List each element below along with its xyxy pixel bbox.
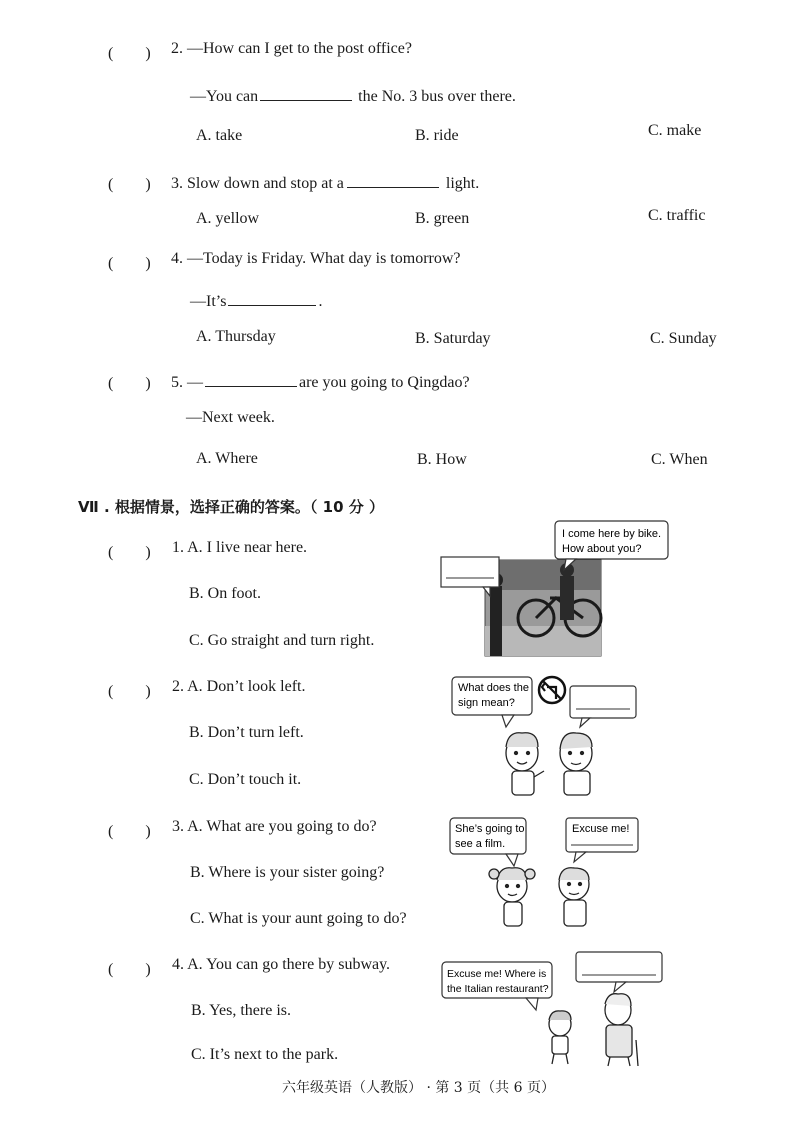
boy-figure bbox=[559, 868, 589, 926]
boy-figure bbox=[549, 1011, 571, 1064]
question-line2-q5: —Next week. bbox=[186, 409, 275, 426]
answer-paren-s7-q4[interactable]: ( ) bbox=[108, 961, 151, 978]
boy-figure bbox=[560, 733, 592, 795]
bubble-text-line2: sign mean? bbox=[458, 697, 515, 709]
option-c: C. traffic bbox=[648, 207, 706, 224]
no-left-turn-sign-icon bbox=[539, 677, 565, 703]
option-c: C. When bbox=[651, 451, 708, 468]
sister-film-illustration bbox=[446, 814, 646, 932]
option-b: B. Don’t turn left. bbox=[189, 724, 304, 741]
option-a: A. Thursday bbox=[196, 328, 276, 345]
page-footer: 六年级英语（人教版） · 第 3 页（共 6 页） bbox=[282, 1080, 555, 1096]
question-stem-q5: 5. — are you going to Qingdao? bbox=[171, 370, 470, 392]
option-a: 2. A. Don’t look left. bbox=[172, 678, 306, 695]
bubble-text-line1: What does the bbox=[458, 682, 529, 694]
option-c: C. Sunday bbox=[650, 330, 717, 347]
option-c: C. Don’t touch it. bbox=[189, 771, 302, 788]
option-b: B. ride bbox=[415, 127, 459, 144]
section-heading-vii: Ⅶ . 根据情景，选择正确的答案。（ 10 分 ） bbox=[78, 498, 384, 516]
answer-paren-s7-q1[interactable]: ( ) bbox=[108, 544, 151, 561]
question-stem-q2: 2. —How can I get to the post office? bbox=[171, 40, 412, 57]
option-b: B. Where is your sister going? bbox=[190, 864, 385, 881]
answer-blank[interactable] bbox=[347, 171, 439, 188]
answer-blank[interactable] bbox=[228, 289, 316, 306]
option-a: A. yellow bbox=[196, 210, 260, 227]
answer-paren-s7-q2[interactable]: ( ) bbox=[108, 683, 151, 700]
girl-figure bbox=[506, 733, 544, 795]
question-stem-q3: 3. Slow down and stop at a light. bbox=[171, 171, 479, 193]
option-c: C. What is your aunt going to do? bbox=[190, 910, 407, 927]
option-a: A. Where bbox=[196, 450, 258, 467]
bike-scene-illustration bbox=[438, 518, 674, 658]
option-b: B. Saturday bbox=[415, 330, 491, 347]
option-b: B. Yes, there is. bbox=[191, 1002, 292, 1019]
question-line2-q4: —It’s . bbox=[190, 289, 322, 311]
answer-paren-q3[interactable]: ( ) bbox=[108, 176, 151, 193]
answer-paren-q5[interactable]: ( ) bbox=[108, 375, 151, 392]
answer-paren-q4[interactable]: ( ) bbox=[108, 255, 151, 272]
option-a: 3. A. What are you going to do? bbox=[172, 818, 377, 835]
option-a: A. take bbox=[196, 127, 243, 144]
answer-paren-q2[interactable]: ( ) bbox=[108, 45, 151, 62]
bubble-text-excuse: Excuse me! bbox=[572, 823, 630, 835]
bubble-text-line2: How about you? bbox=[562, 543, 642, 555]
question-line2-q2: —You can the No. 3 bus over there. bbox=[190, 84, 516, 106]
option-a: 4. A. You can go there by subway. bbox=[172, 956, 391, 973]
bubble-text-line1: I come here by bike. bbox=[562, 528, 662, 540]
option-b: B. How bbox=[417, 451, 467, 468]
bubble-text-line2: the Italian restaurant? bbox=[447, 983, 549, 995]
girl-figure bbox=[489, 868, 535, 926]
answer-paren-s7-q3[interactable]: ( ) bbox=[108, 823, 151, 840]
option-b: B. green bbox=[415, 210, 470, 227]
question-stem-q4: 4. —Today is Friday. What day is tomorrow? bbox=[171, 250, 461, 267]
answer-blank[interactable] bbox=[205, 370, 297, 387]
bubble-text-line1: Excuse me! Where is bbox=[447, 968, 547, 980]
bubble-text-line1: She’s going to bbox=[455, 823, 525, 835]
traffic-sign-illustration bbox=[448, 673, 648, 803]
option-b: B. On foot. bbox=[189, 585, 261, 602]
answer-blank[interactable] bbox=[260, 84, 352, 101]
bubble-text-line2: see a film. bbox=[455, 838, 506, 850]
option-c: C. make bbox=[648, 122, 702, 139]
option-c: C. Go straight and turn right. bbox=[189, 632, 375, 649]
option-c: C. It’s next to the park. bbox=[191, 1046, 339, 1063]
restaurant-directions-illustration bbox=[438, 950, 668, 1068]
option-a: 1. A. I live near here. bbox=[172, 539, 308, 556]
old-man-figure bbox=[605, 994, 638, 1066]
